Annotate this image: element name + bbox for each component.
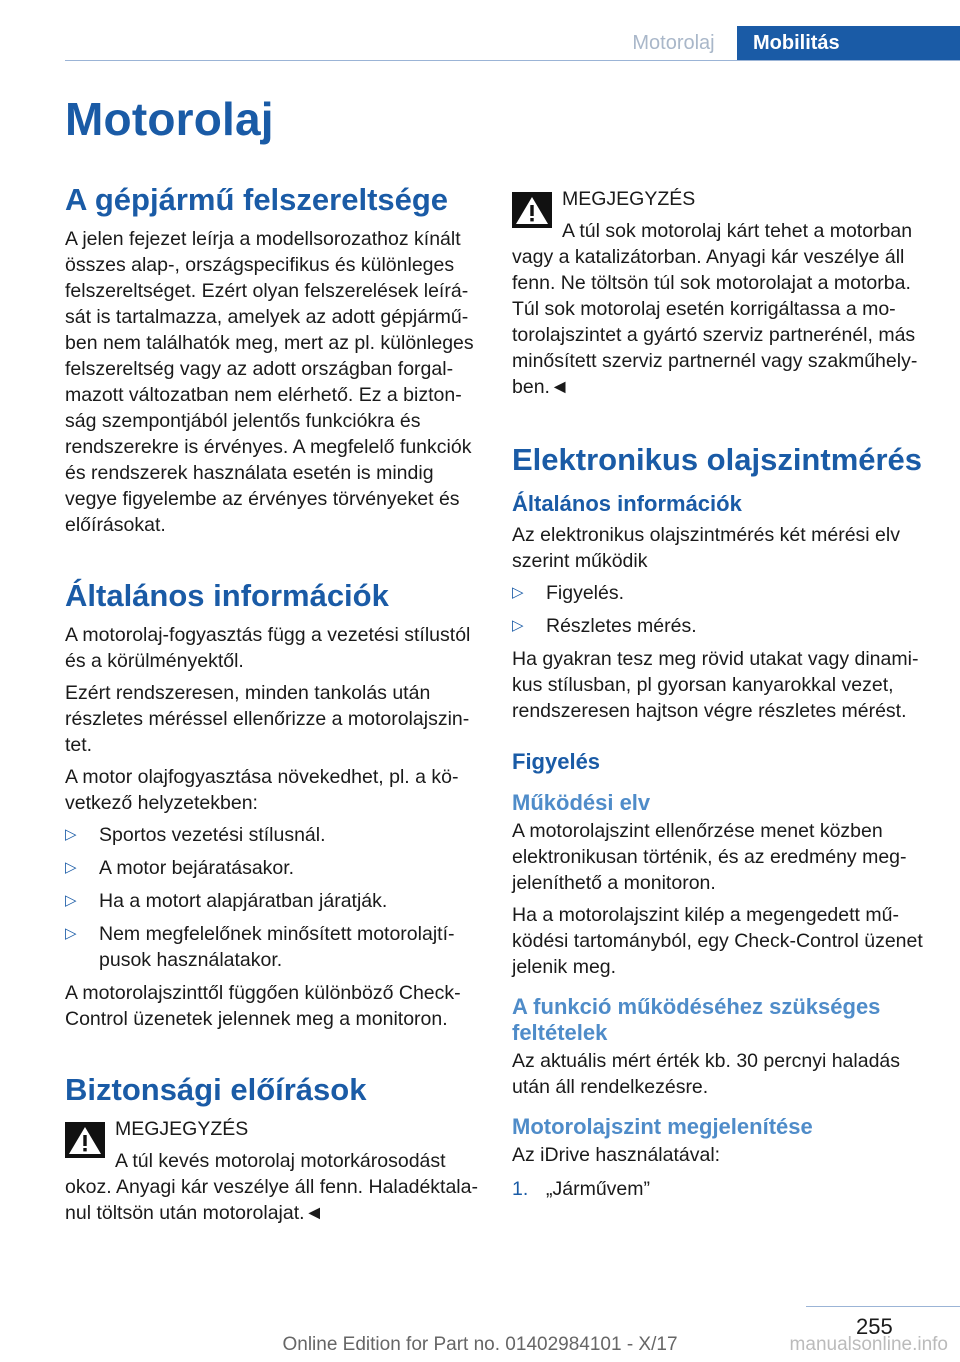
electronic-paragraph-1: Az elektronikus olajszintmérés két mérési elv szerint működik bbox=[512, 524, 900, 572]
section-title-general-info: Általános információk bbox=[65, 578, 389, 613]
list-item: ▷ Részletes mérés. bbox=[512, 615, 697, 637]
section-title-safety: Biztonsági előírások bbox=[65, 1072, 367, 1107]
measurement-principles-list bbox=[512, 580, 930, 639]
triangle-bullet-icon: ▷ bbox=[65, 925, 77, 942]
general-paragraph-2: Ezért rendszeresen, minden tankolás után részletes méréssel ellenőrizze a motorolajszintet. bbox=[65, 682, 470, 756]
right-column bbox=[512, 180, 930, 1202]
list-item: ▷ Sportos vezetési stílusnál. bbox=[65, 824, 326, 846]
triangle-bullet-icon: ▷ bbox=[65, 892, 77, 909]
warning-triangle-icon bbox=[512, 192, 552, 228]
page-title: Motorolaj bbox=[65, 93, 274, 145]
electronic-paragraph-2: Ha gyakran tesz meg rövid utakat vagy dinamikus stílusban, pl gyorsan kanyarokkal vezet, rendszeresen hajtson végre részletes mérést. bbox=[512, 648, 919, 722]
warning-label: MEGJEGYZÉS bbox=[115, 1118, 249, 1140]
monitoring-paragraph-3: Az aktuális mért érték kb. 30 percnyi haladás után áll rendelkezésre. bbox=[512, 1050, 901, 1098]
heading-oil-level-display: Motorolajszint megjelenítése bbox=[512, 1114, 813, 1139]
equipment-paragraph: A jelen fejezet leírja a modellsorozathoz kínált összes alap-, országspecifikus és különleges felszereltséget. Ezért olyan felszerelések leírását is tartalmazza, amelyek az adott gépjárműben nem találhatók meg, mert az pl. különleges felszereltség vagy az adott országban forgalmazott változatban nem elérhető. Ez a biztonság szempontjából jelentős funkciókra és rendszerekre is érvényes. A megfelelő funkciók és rendszerek használata esetén is mindig vegye figyelembe az érvényes törvényeket és előírásokat. bbox=[65, 228, 474, 536]
subsection-title-monitoring: Figyelés bbox=[512, 749, 601, 774]
general-paragraph-3: A motor olajfogyasztása növekedhet, pl. a következő helyzetekben: bbox=[65, 766, 459, 814]
warning-label: MEGJEGYZÉS bbox=[562, 188, 696, 210]
consumption-conditions-list bbox=[65, 822, 480, 973]
triangle-bullet-icon: ▷ bbox=[512, 584, 524, 601]
section-title-electronic-oil: Elektronikus olajszintmérés bbox=[512, 442, 923, 477]
monitoring-paragraph-4: Az iDrive használatával: bbox=[512, 1144, 721, 1166]
list-item: ▷ Nem megfelelőnek minősített motorolajtípusok használatakor. bbox=[65, 923, 455, 971]
list-item: 1. „Járművem” bbox=[512, 1178, 651, 1200]
header-chapter-tab: Mobilitás bbox=[737, 26, 960, 60]
warning-note-excess-oil bbox=[512, 186, 930, 400]
section-title-equipment: A gépjármű felszereltsége bbox=[65, 182, 449, 217]
footer-rule bbox=[806, 1306, 960, 1307]
warning-note-low-oil bbox=[65, 1116, 480, 1226]
heading-operating-principle: Működési elv bbox=[512, 790, 651, 815]
triangle-bullet-icon: ▷ bbox=[512, 617, 524, 634]
list-item: ▷ Ha a motort alapjáratban járatják. bbox=[65, 890, 388, 912]
triangle-bullet-icon: ▷ bbox=[65, 826, 77, 843]
warning-text: A túl sok motorolaj kárt tehet a motorban vagy a katalizátorban. Anyagi kár veszélye áll fenn. Ne töltsön túl sok motorolajat a motorba. Túl sok motorolaj esetén korrigáltassa a motorolajszintet a gyártó szerviz partnerénél, más minősített szerviz partnernél vagy szakműhelyben.◄ bbox=[512, 220, 918, 398]
steps-list bbox=[512, 1176, 930, 1202]
edition-text: Online Edition for Part no. 01402984101 - X/17 bbox=[282, 1334, 678, 1355]
page-number: 255 bbox=[856, 1314, 893, 1339]
subsection-title-general-info: Általános információk bbox=[512, 491, 742, 516]
heading-function-requirements: A funkció működéséhez szükséges feltételek bbox=[512, 994, 881, 1045]
warning-text: A túl kevés motorolaj motorkárosodást okoz. Anyagi kár veszélye áll fenn. Haladéktalanul töltsön után motorolajat.◄ bbox=[65, 1150, 478, 1224]
general-paragraph-4: A motorolajszinttől függően különböző Check-Control üzenetek jelennek meg a monitoron. bbox=[65, 982, 461, 1030]
general-paragraph-1: A motorolaj-fogyasztás függ a vezetési stílustól és a körülményektől. bbox=[65, 624, 471, 672]
header-rule bbox=[65, 60, 960, 61]
triangle-bullet-icon: ▷ bbox=[65, 859, 77, 876]
monitoring-paragraph-1: A motorolajszint ellenőrzése menet közben elektronikusan történik, és az eredmény megjeleníthető a monitoron. bbox=[512, 820, 907, 894]
watermark: manualsonline.info bbox=[789, 1334, 948, 1355]
header-section-tab: Motorolaj bbox=[632, 32, 715, 54]
monitoring-paragraph-2: Ha a motorolajszint kilép a megengedett működési tartományból, egy Check-Control üzenet jelenik meg. bbox=[512, 904, 923, 978]
left-column bbox=[65, 180, 480, 1232]
warning-triangle-icon bbox=[65, 1122, 105, 1158]
list-item: ▷ A motor bejáratásakor. bbox=[65, 857, 295, 879]
list-item: ▷ Figyelés. bbox=[512, 582, 625, 604]
step-number: 1. bbox=[512, 1178, 529, 1200]
